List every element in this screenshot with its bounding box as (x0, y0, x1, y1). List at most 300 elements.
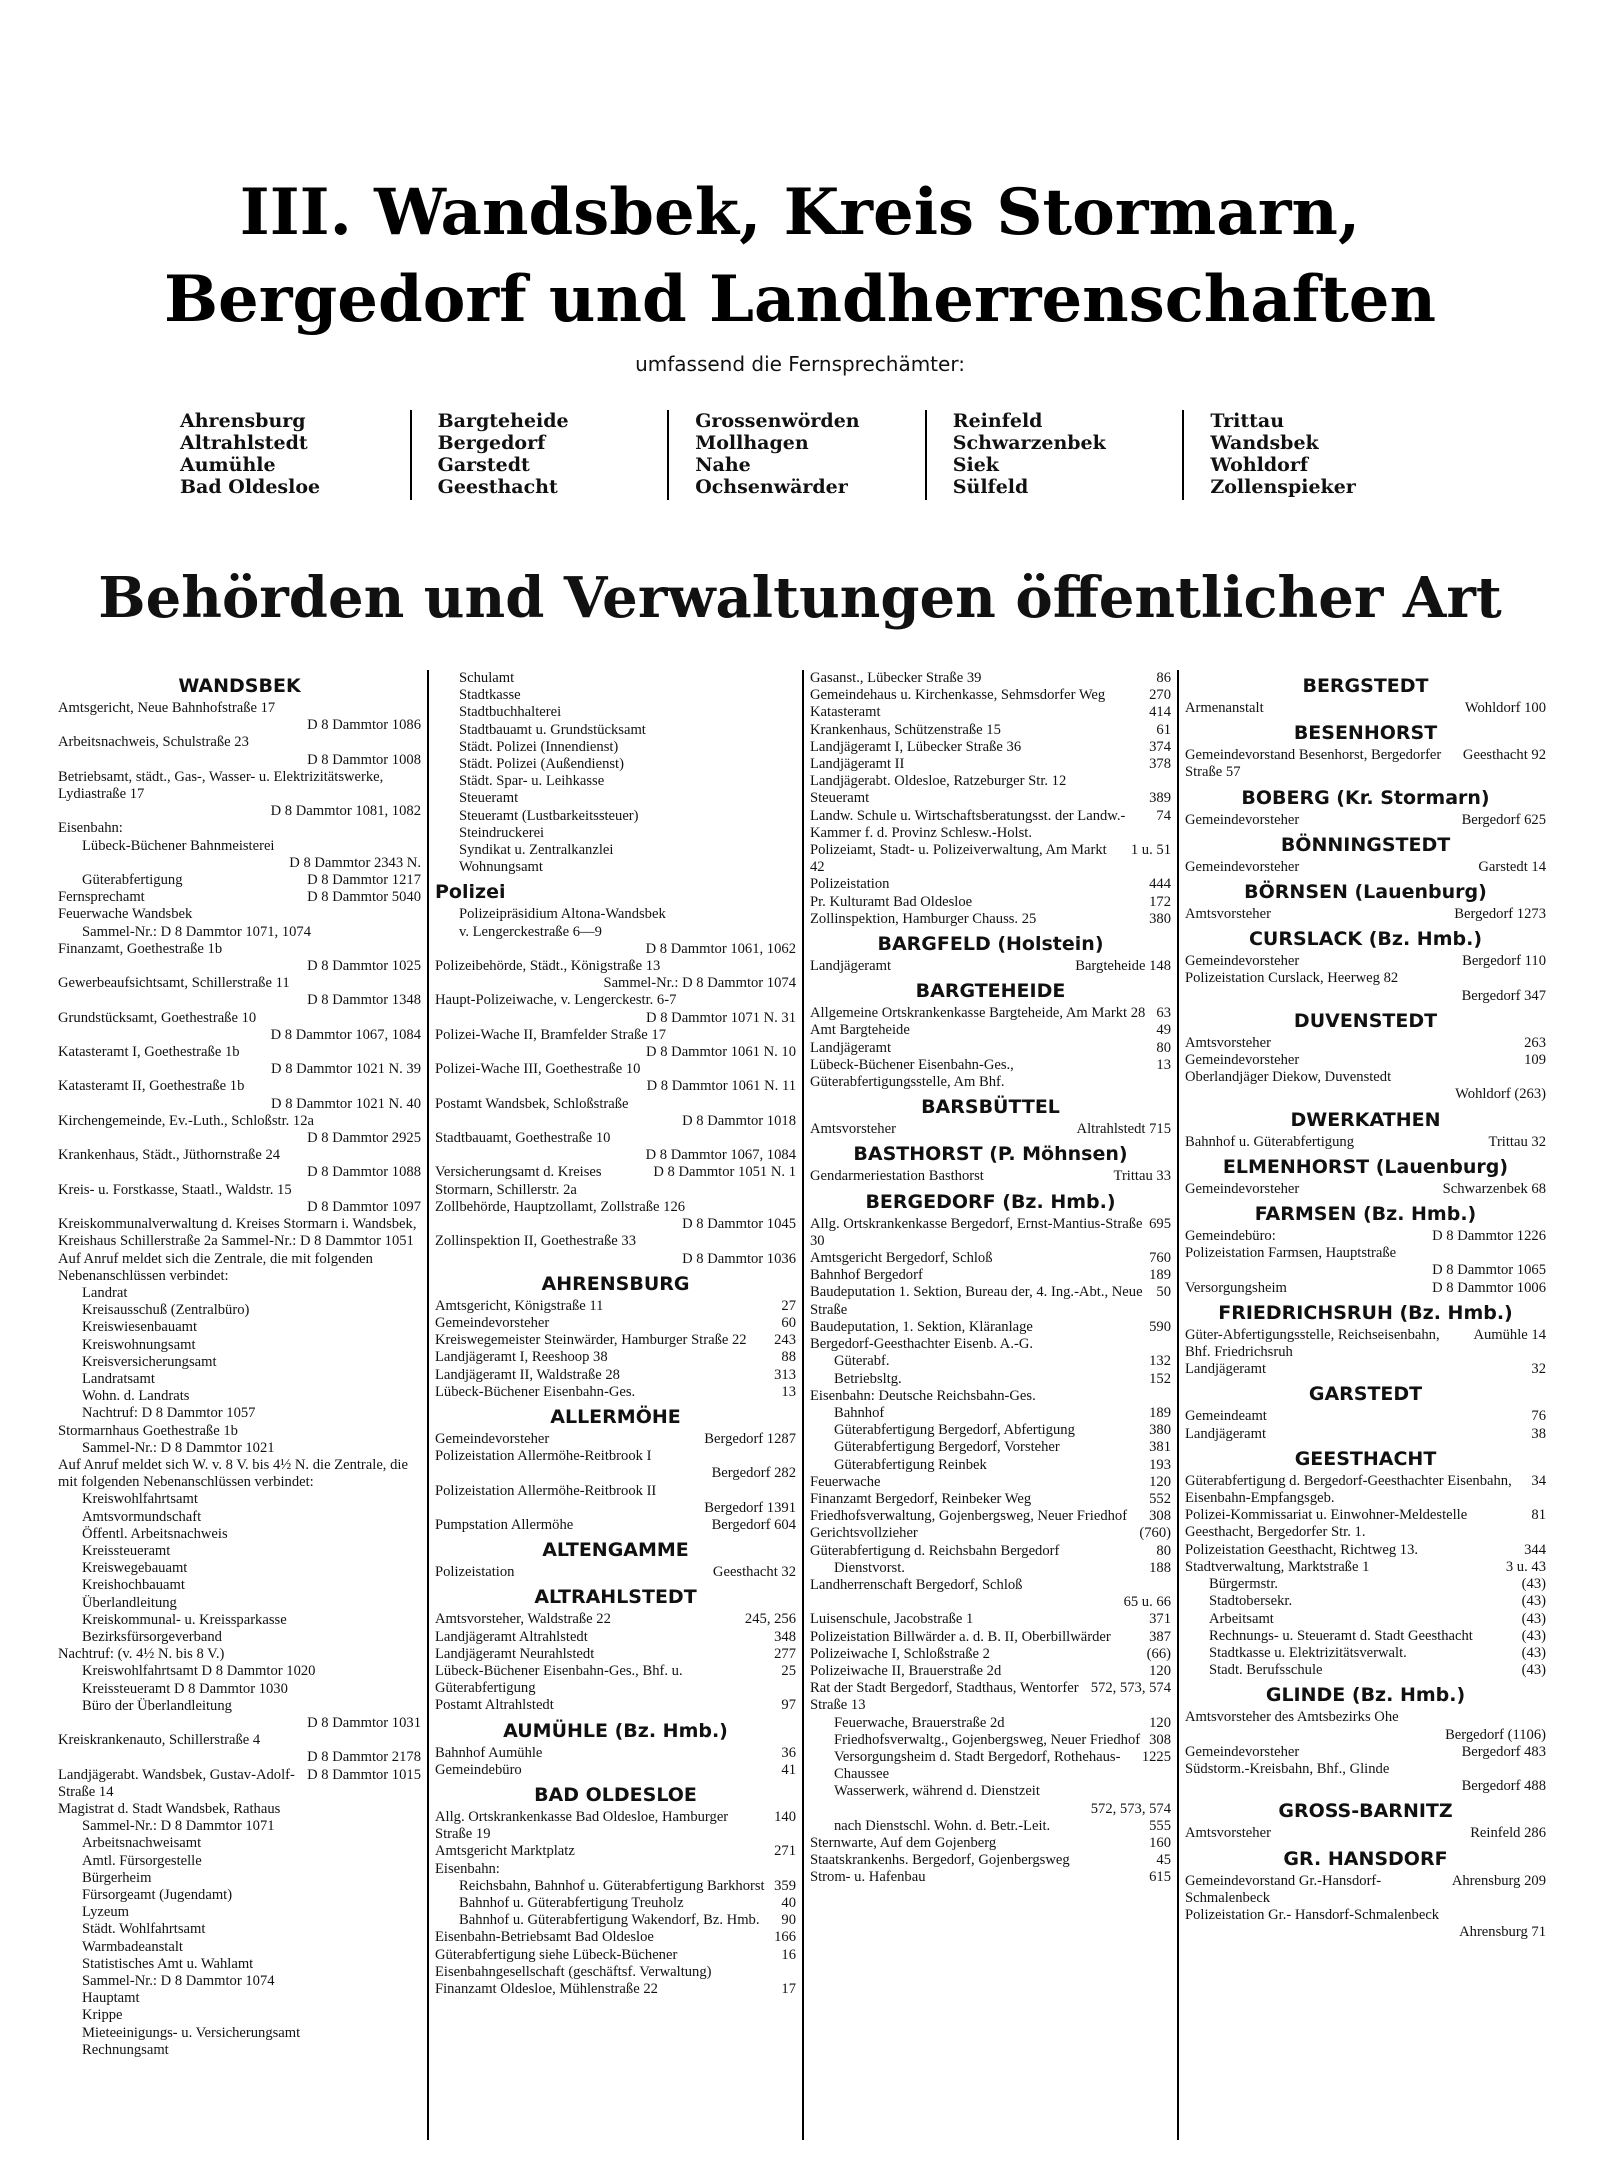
entry-number: 81 (1531, 1507, 1546, 1524)
entry-label: Bezirksfürsorgeverband (82, 1628, 222, 1645)
directory-entry (58, 1681, 421, 1698)
entry-number: 1 u. 51 (1130, 842, 1171, 859)
directory-entry (435, 1878, 796, 1895)
entry-label: Landratsamt (82, 1370, 155, 1387)
directory-entry (435, 739, 796, 756)
entry-label: Allg. Ortskrankenkasse Bergedorf, Ernst-Mantius-Straße 30 (810, 1215, 1143, 1249)
entry-number: 36 (781, 1744, 796, 1761)
entry-number: 120 (1149, 1662, 1171, 1679)
directory-entry (435, 1251, 796, 1268)
entry-label: Amtsvorsteher (1185, 1034, 1271, 1051)
directory-entry (435, 975, 796, 992)
entry-label (58, 992, 301, 1009)
entry-label (435, 1465, 706, 1482)
entry-label: Krankenhaus, Schützenstraße 15 (810, 721, 1001, 738)
directory-entry (58, 855, 421, 872)
directory-entry (435, 1233, 796, 1250)
entry-label: Stadtbuchhalterei (459, 704, 562, 721)
directory-entry (58, 1027, 421, 1044)
locality-heading: GLINDE (Bz. Hmb.) (1265, 1684, 1466, 1707)
exchange-list (170, 410, 1440, 500)
entry-number: D 8 Dammtor 1088 (307, 1164, 421, 1181)
directory-entry (58, 1078, 421, 1095)
entry-number: 38 (1531, 1425, 1546, 1442)
entry-label (435, 1251, 676, 1268)
entry-number: D 8 Dammtor 1065 (1432, 1262, 1546, 1279)
entry-label: Sammel-Nr.: D 8 Dammtor 1021 (82, 1439, 275, 1456)
locality-heading: DUVENSTEDT (1293, 1009, 1438, 1032)
entry-number: D 8 Dammtor 1036 (682, 1250, 796, 1267)
entry-label (58, 1061, 265, 1078)
directory-entry (810, 1508, 1171, 1525)
entry-label: Landjägeramt (1185, 1361, 1267, 1378)
directory-entry (435, 1431, 796, 1448)
directory-entry (810, 1491, 1171, 1508)
locality-heading: Polizei (435, 881, 506, 904)
entry-label: Bürgerheim (82, 1869, 152, 1886)
entry-label (1185, 988, 1456, 1005)
directory-entry (58, 752, 421, 769)
directory-entry (58, 906, 421, 923)
directory-entry (58, 1990, 421, 2007)
directory-entry (435, 1315, 796, 1332)
entry-number: Bergedorf 604 (711, 1516, 796, 1533)
locality-heading: BARGFELD (Holstein) (877, 933, 1104, 956)
locality-heading: BESENHORST (1293, 722, 1438, 745)
entry-label: Polizeistation Curslack, Heerweg 82 (1185, 970, 1399, 987)
entry-label: Städt. Polizei (Außendienst) (459, 756, 624, 773)
locality-heading: GARSTEDT (1308, 1383, 1423, 1406)
directory-entry (810, 1168, 1171, 1185)
directory-column (802, 670, 1177, 2140)
entry-label (58, 1130, 301, 1147)
directory-entry (435, 1147, 796, 1164)
directory-entry (1185, 1245, 1546, 1262)
entry-label: Versorgungsheim d. Stadt Bergedorf, Rothehaus-Chaussee (834, 1748, 1121, 1783)
entry-number: 590 (1149, 1318, 1171, 1335)
entry-label (435, 1010, 640, 1027)
page-title-line-2: Bergedorf und Landherrenschaften (163, 262, 1437, 337)
entry-number: 695 (1149, 1215, 1171, 1232)
entry-number: Bergedorf 1273 (1454, 906, 1546, 923)
directory-entry (810, 1525, 1171, 1542)
entry-label: Amtsgericht Marktplatz (435, 1843, 575, 1860)
entry-label: Amtsvorsteher des Amtsbezirks Ohe (1185, 1709, 1399, 1726)
directory-entry (435, 1465, 796, 1482)
entry-number: (760) (1139, 1525, 1171, 1542)
directory-entry (58, 1818, 421, 1835)
entry-label: Landjägeramt II (810, 756, 905, 773)
directory-entry (810, 1474, 1171, 1491)
entry-number: D 8 Dammtor 1061 N. 10 (646, 1044, 796, 1061)
directory-entry (58, 1457, 421, 1491)
directory-entry (810, 1560, 1171, 1577)
entry-number: 760 (1149, 1250, 1171, 1267)
entry-number: 60 (781, 1314, 796, 1331)
entry-label: Bahnhof Bergedorf (810, 1267, 923, 1284)
directory-entry (1185, 1069, 1546, 1086)
directory-entry (58, 1646, 421, 1663)
entry-number: D 8 Dammtor 1015 (307, 1766, 421, 1783)
directory-entry (58, 1285, 421, 1302)
entry-label: Finanzamt Oldesloe, Mühlenstraße 22 (435, 1981, 658, 1997)
exchange-column (925, 410, 1183, 500)
directory-entry (810, 1818, 1171, 1835)
entry-number: (43) (1521, 1576, 1546, 1593)
directory-entry (58, 1732, 421, 1749)
entry-number: Bergedorf 1391 (704, 1499, 796, 1516)
entry-number: Wohldorf (263) (1455, 1086, 1546, 1103)
entry-label: Bahnhof u. Güterabfertigung Treuholz (459, 1894, 684, 1911)
page-title-line-1: III. Wandsbek, Kreis Stormarn, (239, 175, 1361, 250)
entry-label: Landjägeramt (810, 958, 892, 975)
directory-entry (435, 1981, 796, 1998)
directory-entry (58, 1560, 421, 1577)
entry-label: Strom- u. Hafenbau (810, 1869, 926, 1886)
entry-label: Eisenbahn: Deutsche Reichsbahn-Ges. (810, 1387, 1036, 1404)
entry-label (58, 752, 301, 769)
entry-label: nach Dienstschl. Wohn. d. Betr.-Leit. (834, 1817, 1051, 1834)
entry-label: Oberlandjäger Diekow, Duvenstedt (1185, 1069, 1392, 1086)
directory-entry (435, 1078, 796, 1095)
entry-number: Bergedorf 625 (1461, 811, 1546, 828)
entry-label: Gemeindevorsteher (1185, 1743, 1300, 1760)
entry-number: Trittau 32 (1488, 1133, 1546, 1150)
entry-number: Ahrensburg 71 (1459, 1924, 1546, 1941)
directory-entry (810, 1715, 1171, 1732)
directory-entry (435, 1861, 796, 1878)
entry-label: Finanzamt Bergedorf, Reinbeker Weg (810, 1490, 1032, 1507)
entry-label: Gemeindebüro (435, 1761, 522, 1778)
entry-label (1185, 1778, 1456, 1795)
directory-column (427, 670, 802, 2140)
entry-label: Gemeindevorsteher (435, 1314, 550, 1331)
entry-label: Pr. Kulturamt Bad Oldesloe (810, 893, 973, 910)
locality-heading: ALLERMÖHE (550, 1405, 681, 1428)
entry-label: Polizeistation (810, 876, 890, 893)
entry-number: D 8 Dammtor 1067, 1084 (270, 1026, 421, 1043)
directory-entry (810, 1388, 1171, 1405)
entry-label (58, 855, 283, 872)
directory-entry (58, 1130, 421, 1147)
directory-entry (810, 1121, 1171, 1138)
directory-entry (58, 820, 421, 837)
entry-label: Kreissteueramt (82, 1542, 171, 1559)
entry-number: 270 (1149, 687, 1171, 704)
directory-entry (810, 1250, 1171, 1267)
directory-entry (435, 941, 796, 958)
entry-number: D 8 Dammtor 2925 (307, 1130, 421, 1147)
entry-number: 41 (781, 1761, 796, 1778)
entry-number: 13 (1156, 1056, 1171, 1073)
directory-entry (58, 1388, 421, 1405)
entry-number: Bergedorf 110 (1462, 953, 1546, 970)
exchange-name: Zollenspieker (1210, 476, 1356, 498)
directory-entry (435, 1164, 796, 1198)
entry-number: Bergedorf (1106) (1445, 1726, 1546, 1743)
entry-label: Landjägerabt. Wandsbek, Gustav-Adolf-Straße 14 (58, 1766, 295, 1800)
entry-label: Lübeck-Büchener Eisenbahn-Ges., Güterabfertigungsstelle, Am Bhf. (810, 1056, 1014, 1091)
directory-entry (435, 924, 796, 941)
entry-number: Geesthacht 32 (712, 1564, 796, 1581)
entry-number: Sammel-Nr.: D 8 Dammtor 1074 (603, 975, 796, 992)
entry-number: D 8 Dammtor 1348 (307, 992, 421, 1009)
directory-entry (810, 704, 1171, 721)
entry-number: 32 (1531, 1361, 1546, 1378)
directory-entry (435, 1697, 796, 1714)
directory-entry (1185, 1645, 1546, 1662)
directory-entry (58, 1440, 421, 1457)
entry-label: Güterabfertigung Reinbek (834, 1456, 987, 1473)
directory-entry (435, 1061, 796, 1078)
directory-entry (435, 1199, 796, 1216)
entry-number: 389 (1149, 790, 1171, 807)
directory-entry (58, 1904, 421, 1921)
entry-label: Pumpstation Allermöhe (435, 1516, 574, 1533)
exchange-name: Bad Oldesloe (180, 476, 321, 498)
directory-entry (435, 1483, 796, 1500)
entry-number: D 8 Dammtor 1081, 1082 (270, 803, 421, 820)
directory-entry (1185, 906, 1546, 923)
entry-label: Stormarnhaus Goethestraße 1b (58, 1422, 238, 1439)
directory-entry (58, 992, 421, 1009)
directory-entry (435, 1663, 796, 1697)
locality-heading: GR. HANSDORF (1283, 1847, 1448, 1870)
entry-number: 132 (1149, 1353, 1171, 1370)
directory-entry (58, 872, 421, 889)
directory-entry (58, 1113, 421, 1130)
directory-entry (810, 808, 1171, 842)
directory-entry (810, 1749, 1171, 1783)
directory-entry (58, 1921, 421, 1938)
directory-column (52, 670, 427, 2140)
entry-label: Baudeputation, 1. Sektion, Kläranlage (810, 1318, 1033, 1335)
entry-label: Büro der Überlandleitung (82, 1697, 232, 1714)
directory-columns (52, 670, 1552, 2140)
entry-label: Wohn. d. Landrats (82, 1388, 190, 1405)
entry-number: 166 (774, 1929, 796, 1946)
entry-number: 65 u. 66 (1123, 1594, 1171, 1611)
entry-label (58, 717, 301, 734)
entry-label (810, 1801, 1085, 1818)
directory-entry (435, 1027, 796, 1044)
entry-label: Polizeibehörde, Städt., Königstraße 13 (435, 958, 661, 975)
exchange-name: Ochsenwärder (695, 476, 848, 498)
directory-entry (58, 1595, 421, 1612)
entry-label: Landjägeramt (810, 1039, 892, 1056)
entry-number: (43) (1521, 1627, 1546, 1644)
entry-label: Gemeindevorsteher (1185, 953, 1300, 970)
directory-entry (435, 1096, 796, 1113)
directory-entry (810, 1629, 1171, 1646)
directory-entry (435, 992, 796, 1009)
entry-label: Sammel-Nr.: D 8 Dammtor 1074 (82, 1973, 275, 1990)
directory-entry (58, 941, 421, 958)
directory-entry (810, 1422, 1171, 1439)
entry-number: Geesthacht 92 (1462, 747, 1546, 764)
entry-label: Stadtbauamt, Goethestraße 10 (435, 1130, 611, 1147)
directory-entry (58, 1749, 421, 1766)
directory-entry (58, 2042, 421, 2059)
directory-entry (435, 1629, 796, 1646)
directory-entry (1185, 1576, 1546, 1593)
directory-entry (435, 1517, 796, 1534)
directory-entry (435, 1044, 796, 1061)
directory-entry (435, 906, 796, 923)
locality-heading: AHRENSBURG (541, 1272, 690, 1295)
entry-label: Arbeitsnachweis, Schulstraße 23 (58, 734, 249, 751)
entry-label: Kirchengemeinde, Ev.-Luth., Schloßstr. 12a (58, 1112, 315, 1129)
exchange-name: Mollhagen (695, 432, 809, 454)
directory-entry (58, 1663, 421, 1680)
directory-entry (58, 889, 421, 906)
directory-entry (810, 756, 1171, 773)
entry-label: Eisenbahn: (435, 1860, 500, 1877)
directory-entry (435, 1384, 796, 1401)
exchange-name: Nahe (695, 454, 751, 476)
entry-label: Postamt Altrahlstedt (435, 1697, 554, 1714)
directory-entry (58, 958, 421, 975)
directory-entry (1185, 1542, 1546, 1559)
entry-number: 172 (1149, 893, 1171, 910)
entry-number: 160 (1149, 1834, 1171, 1851)
entry-number: 371 (1149, 1611, 1171, 1628)
entry-number: 380 (1149, 910, 1171, 927)
entry-number: 140 (774, 1808, 796, 1825)
entry-number: 313 (774, 1366, 796, 1383)
directory-entry (58, 803, 421, 820)
locality-heading: BARGTEHEIDE (915, 980, 1066, 1003)
entry-label: Landjägeramt Neurahlstedt (435, 1645, 595, 1662)
directory-entry (58, 1715, 421, 1732)
entry-number: 387 (1149, 1628, 1171, 1645)
directory-entry (1185, 988, 1546, 1005)
directory-entry (1185, 970, 1546, 987)
directory-entry (1185, 1778, 1546, 1795)
exchange-name: Sülfeld (952, 476, 1029, 498)
entry-number: D 8 Dammtor 1051 N. 1 (653, 1164, 796, 1181)
entry-label (435, 1078, 641, 1095)
directory-entry (810, 1040, 1171, 1057)
entry-number: 348 (774, 1628, 796, 1645)
entry-label: Stadtobersekr. (1209, 1593, 1293, 1610)
directory-entry (1185, 1611, 1546, 1628)
entry-label: Katasteramt (810, 704, 881, 721)
directory-entry (58, 1526, 421, 1543)
directory-entry (810, 1680, 1171, 1714)
entry-label: Bürgermstr. (1209, 1576, 1279, 1593)
entry-label: Kreiswohlfahrtsamt (82, 1491, 198, 1508)
entry-label: Rechnungs- u. Steueramt d. Stadt Geesthacht (1209, 1627, 1473, 1644)
exchange-name: Bargteheide (437, 410, 569, 432)
exchange-name: Siek (952, 454, 999, 476)
entry-number: Garstedt 14 (1478, 858, 1546, 875)
directory-entry (58, 1973, 421, 1990)
entry-label: Polizei-Wache II, Bramfelder Straße 17 (435, 1026, 667, 1043)
entry-number: 374 (1149, 738, 1171, 755)
directory-entry (435, 842, 796, 859)
directory-entry (810, 790, 1171, 807)
entry-label: Polizeistation (435, 1564, 515, 1581)
entry-number: 152 (1149, 1370, 1171, 1387)
entry-number: 193 (1149, 1456, 1171, 1473)
entry-label: Gerichtsvollzieher (810, 1525, 918, 1542)
entry-number: 308 (1149, 1508, 1171, 1525)
directory-entry (435, 1843, 796, 1860)
entry-label: Grundstücksamt, Goethestraße 10 (58, 1009, 257, 1026)
exchange-name: Trittau (1210, 410, 1285, 432)
directory-entry (1185, 1825, 1546, 1842)
entry-label: Syndikat u. Zentralkanzlei (459, 842, 614, 859)
directory-entry (58, 717, 421, 734)
entry-label: Polizeistation Geesthacht, Richtweg 13. (1185, 1541, 1419, 1558)
entry-label (435, 1216, 676, 1233)
exchange-name: Schwarzenbek (952, 432, 1106, 454)
entry-number: Schwarzenbek 68 (1442, 1180, 1546, 1197)
directory-entry (1185, 1134, 1546, 1151)
entry-label: Polizeiwache I, Schloßstraße 2 (810, 1645, 990, 1662)
entry-label: Landjägeramt II, Waldstraße 28 (435, 1366, 620, 1383)
entry-label: Zollinspektion, Hamburger Chauss. 25 (810, 910, 1037, 927)
entry-label: Lübeck-Büchener Eisenbahn-Ges., Bhf. u. Güterabfertigung (435, 1662, 683, 1697)
directory-entry (810, 1801, 1171, 1818)
entry-number: Bergedorf 282 (711, 1465, 796, 1482)
entry-number: D 8 Dammtor 1097 (307, 1198, 421, 1215)
directory-entry (435, 1947, 796, 1981)
entry-number: D 8 Dammtor 1067, 1084 (645, 1147, 796, 1164)
entry-label: Postamt Wandsbek, Schloßstraße (435, 1095, 629, 1112)
entry-number: 380 (1149, 1422, 1171, 1439)
entry-label: Arbeitsnachweisamt (82, 1835, 202, 1852)
section-heading: Behörden und Verwaltungen öffentlicher Art (98, 565, 1502, 631)
directory-entry (810, 958, 1171, 975)
entry-number: 271 (774, 1843, 796, 1860)
directory-entry (1185, 812, 1546, 829)
entry-label: Sammel-Nr.: D 8 Dammtor 1071 (82, 1818, 275, 1835)
entry-label: Steueramt (Lustbarkeitssteuer) (459, 807, 639, 824)
entry-number: 86 (1156, 670, 1171, 686)
entry-label: Baudeputation 1. Sektion, Bureau der, 4. Ing.-Abt., Neue Straße (810, 1284, 1143, 1318)
directory-entry (810, 1852, 1171, 1869)
entry-number: (43) (1521, 1662, 1546, 1679)
entry-label: Stadtbauamt u. Grundstücksamt (459, 721, 646, 738)
entry-number: 120 (1149, 1473, 1171, 1490)
locality-heading: DWERKATHEN (1290, 1108, 1441, 1131)
entry-label (58, 1715, 301, 1732)
entry-number: 90 (781, 1912, 796, 1929)
entry-label: Stadtverwaltung, Marktstraße 1 (1185, 1558, 1370, 1575)
entry-number: D 8 Dammtor 1031 (307, 1714, 421, 1731)
entry-number: 17 (781, 1981, 796, 1997)
locality-heading: BOBERG (Kr. Stormarn) (1241, 786, 1490, 809)
entry-number: 572, 573, 574 (1090, 1680, 1171, 1697)
entry-number: Altrahlstedt 715 (1076, 1121, 1171, 1138)
entry-label (810, 1594, 1118, 1611)
entry-label: Amtsvorsteher (1185, 1825, 1271, 1842)
exchange-name: Ahrensburg (180, 410, 306, 432)
entry-label: Landrat (82, 1284, 128, 1301)
entry-label: Eisenbahn-Betriebsamt Bad Oldesloe (435, 1929, 654, 1946)
directory-entry (810, 1405, 1171, 1422)
directory-entry (58, 1543, 421, 1560)
entry-label: Gemeindeamt (1185, 1408, 1267, 1425)
exchange-column (170, 410, 410, 500)
entry-label: Staatskrankenhs. Bergedorf, Gojenbergsweg (810, 1852, 1070, 1869)
exchange-name: Wohldorf (1210, 454, 1309, 476)
directory-entry (435, 1448, 796, 1465)
entry-label: Eisenbahn: (58, 820, 123, 837)
entry-number: 25 (781, 1662, 796, 1679)
